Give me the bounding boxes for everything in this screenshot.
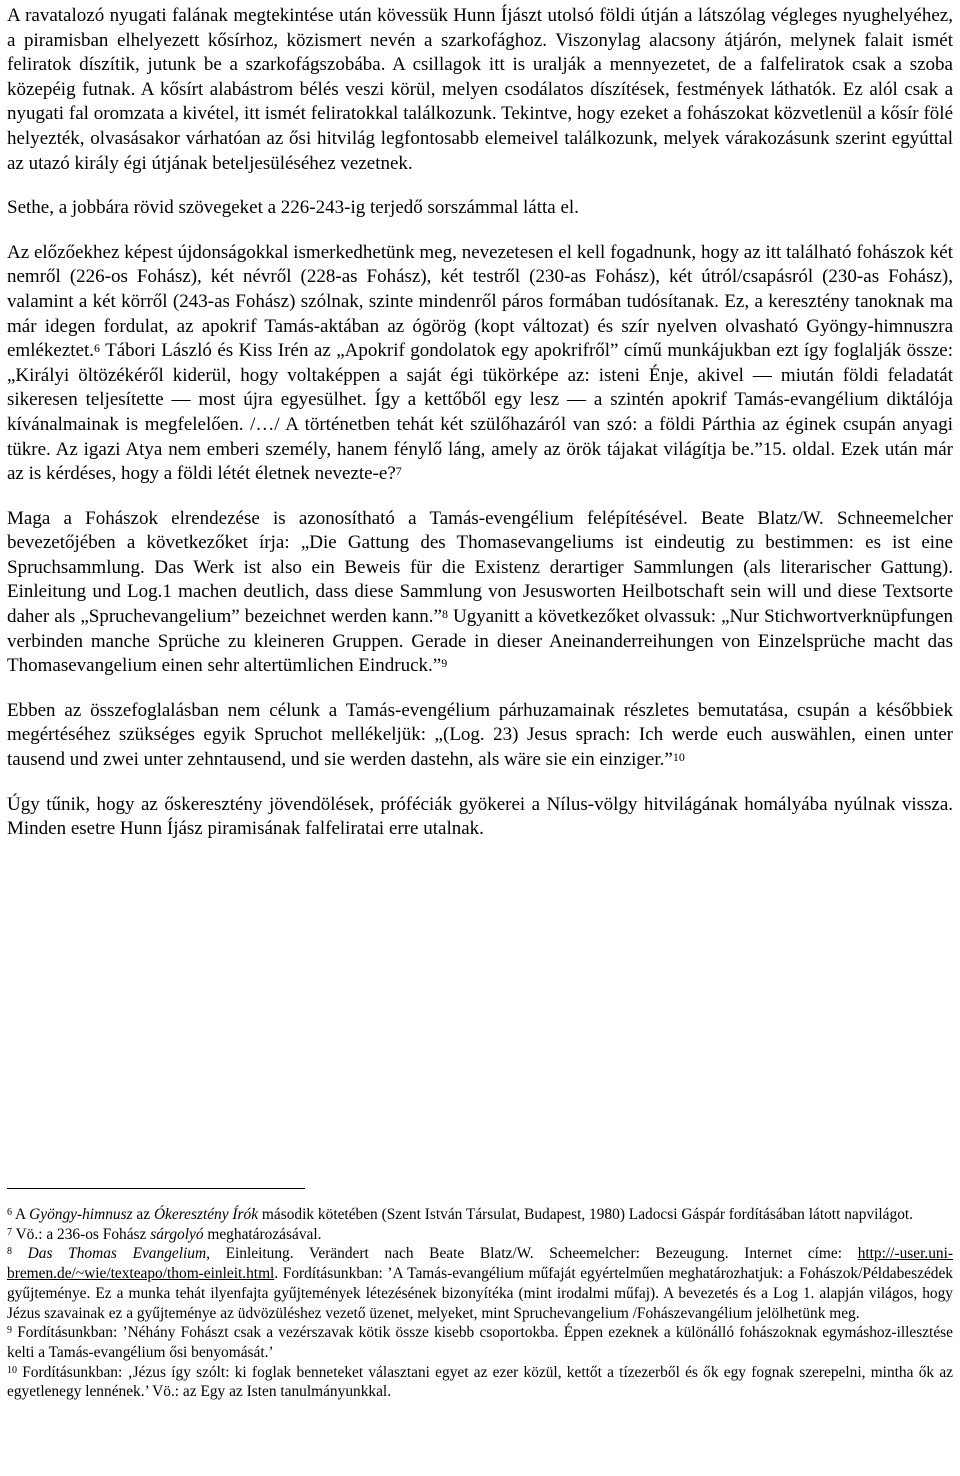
footnote-link[interactable]: http://-user.uni-bremen.de/~wie/texteapo/thom-einleit.html	[7, 1245, 954, 1283]
footnote-text: Vö.: a 236-os Fohász	[12, 1225, 151, 1243]
footnotes	[7, 1205, 953, 1402]
footnote-text: A	[12, 1206, 30, 1223]
paragraph-text: Ugyanitt a következőket olvassuk: „Nur Stichwortverknüpfungen verbinden manche Sprüche zu kleineren Gruppen. Gerade in dieser Aneinanderreihungen von Einzelsprüche macht das Thomasevangelium einen sehr altertümlichen Eindruck.”	[7, 606, 953, 677]
footnote-ref-9[interactable]: 9	[441, 656, 448, 671]
paragraph-text: Az előzőekhez képest újdonságokkal ismerkedhetünk meg, nevezetesen el kell fogadnunk, hogy az itt található fohászok két nemről (226-os Fohász), két névről (228-as Fohász), két testről (230-as Fohász), két útról/csapásról (230-as Fohász), valamint a két körről (243-as Fohász) szólnak, szinte mindenről páros formában tudósítanak. Ez, a keresztény tanoknak ma már idegen fordulat, az apokrif Tamás-aktában az ógörög (kopt változat) és szír nyelven olvasható Gyöngy-himnuszra emlékeztet.	[7, 241, 953, 362]
footnote-title: sárgolyó	[150, 1225, 204, 1243]
footnote-8	[7, 1244, 953, 1323]
paragraph-text: Ebben az összefoglalásban nem célunk a Tamás-evengélium párhuzamainak részletes bemutatása, csupán a későbbiek megértéséhez szükséges egyik Spruchot mellékeljük: „(Log. 23) Jesus sprach: Ich werde euch auswählen, einen unter tausend und zwei unter zehntausend, und sie werden dastehn, als wäre sie ein einziger.”	[7, 699, 953, 771]
footnote-separator	[7, 1188, 305, 1189]
footnote-7	[7, 1225, 953, 1245]
footnote-text: második kötetében (Szent István Társulat, Budapest, 1980) Ladocsi Gáspár fordításában látott napvilágot.	[258, 1206, 914, 1223]
footnote-text: Einleitung. Verändert nach Beate Blatz/W. Scheemelcher: Bezeugung. Internet címe:	[209, 1245, 858, 1263]
footnote-6	[7, 1205, 953, 1225]
footnote-9	[7, 1323, 953, 1362]
footnote-number: 10	[7, 1364, 17, 1376]
footnote-10	[7, 1363, 953, 1402]
footnote-text: . Fordításunkban: ’A Tamás-evangélium műfaját egyértelműen meghatározhatjuk: a Fohászok/Példabeszédek gyűjteménye. Ez a munka tehát ilyenfajta gyűjtemények létezésének bizonyítéka (mint irodalmi műfaj). A bevezetés és a Log 1. alapján világos, hogy Jézus szavainak ez a gyűjteménye az üdvözüléshez vezető üzenet, melyeket, mint Spruchevangelium /Fohászevangélium jelölhetünk meg.	[7, 1265, 953, 1322]
footnote-ref-6[interactable]: 6	[94, 341, 101, 356]
footnote-title: Das Thomas Evangelium,	[12, 1245, 210, 1263]
paragraph-sethe	[7, 196, 953, 221]
paragraph-text: Maga a Fohászok elrendezése is azonosítható a Tamás-evengélium felépítésével. Beate Blatz/W. Schneemelcher bevezetőjében a következőket írja: „Die Gattung des Thomasevangeliums ist eindeutig zu bestimmen: es ist eine Spruchsammlung. Das Werk ist also ein Beweis für die Existenz derartiger Sammlungen (als literarischer Gattung). Einleitung und Log.1 machen deutlich, dass diese Sammlung von Jesusworten Heilbotschaft sein will und diese Textsorte daher als „Spruchevangelium” bezeichnet werden kann.”	[7, 507, 953, 628]
footnote-number: 8	[7, 1246, 12, 1258]
document-page	[7, 4, 954, 1401]
footnote-text: Fordításunkban: ’Néhány Fohászt csak a vezérszavak kötik össze kisebb csoportokba. Éppen ezeknek a különálló fohászoknak egymáshoz-illesztése kelti a Tamás-evangélium ősi benyomását.’	[7, 1324, 953, 1361]
footnote-title: Gyöngy-himnusz	[29, 1206, 133, 1223]
footnote-text: az	[132, 1206, 154, 1223]
footnote-text: meghatározásával.	[203, 1225, 322, 1243]
paragraph-text: Úgy tűnik, hogy az őskeresztény jövendölések, próféciák gyökerei a Nílus-völgy hitvilágának homályába nyúlnak vissza. Minden esetre Hunn Íjász piramisának falfeliratai erre utalnak.	[7, 793, 953, 840]
footnote-ref-7[interactable]: 7	[395, 464, 402, 479]
paragraph-log23	[7, 699, 953, 773]
paragraph-conclusion	[7, 793, 953, 842]
footnote-text: Fordításunkban: ‚Jézus így szólt: ki foglak benneteket választani egyet az ezer közül, kettőt a tízezerből és ők egy fognak szerepelni, mintha ők az egyetlenegy lennének.’ Vö.: az Egy az Isten tanulmányunkkal.	[7, 1363, 953, 1401]
paragraph-pairs	[7, 241, 953, 487]
footnote-number: 9	[7, 1325, 12, 1337]
paragraph-text: A ravatalozó nyugati falának megtekintése után kövessük Hunn Íjászt utolsó földi útján a látszólag végleges nyughelyéhez, a piramisban elhelyezett kősírhoz, közismert nevén a szarkofághoz. Viszonylag alacsony átjárón, melynek falait ismét feliratok díszítik, jutunk be a szarkofágszobába. A csillagok itt is uralják a mennyezetet, de a falfeliratok csak a szoba közepéig futnak. A kősírt alabástrom bélés veszi körül, melyen csodálatos díszítések, festmények láthatók. Ez alól csak a nyugati fal oromzata a kivétel, itt ismét feliratokkal találkozunk. Tekintve, hogy ezeket a fohászokat közvetlenül a kősír fölé helyezték, olvasásakor várhatóan az ősi hitvilág legfontosabb elemeivel találkozunk, melyek várakozásunk szerint egyúttal az utazó király égi útjának beteljesüléséhez vezetnek.	[7, 5, 953, 174]
footnote-number: 7	[7, 1226, 12, 1238]
footnote-ref-10[interactable]: 10	[672, 750, 685, 765]
footnote-title: Ókeresztény Írók	[153, 1206, 259, 1223]
paragraph-text: Sethe, a jobbára rövid szövegeket a 226-243-ig terjedő sorszámmal látta el.	[7, 197, 579, 219]
paragraph-text: Tábori László és Kiss Irén az „Apokrif gondolatok egy apokrifről” című munkájukban ezt így foglalják össze: „Királyi öltözékéről kiderül, hogy voltaképpen a saját égi tükörképe az: isteni Énje, akivel — miután földi feladatát sikeresen teljesítette — most újra egyesülhet. Így a kettőből egy lesz — a szintén apokrif Tamás-evangélium diktálója kívánalmainak is megfelelően. /…/ A történetben tehát két szülőhazáról van szó: a földi Párthia az éginek csupán anyagi tükre. Az igazi Atya nem emberi személy, hanem fénylő láng, amely az örök tájakat világítja be.”15. oldal. Ezek után már az is kérdéses, hogy a földi létét életnek nevezte-e?	[7, 340, 953, 485]
paragraph-pyramid-chamber	[7, 4, 953, 176]
footnote-number: 6	[7, 1207, 12, 1218]
footnote-ref-8[interactable]: 8	[441, 607, 448, 622]
paragraph-thomas-gospel	[7, 507, 953, 679]
